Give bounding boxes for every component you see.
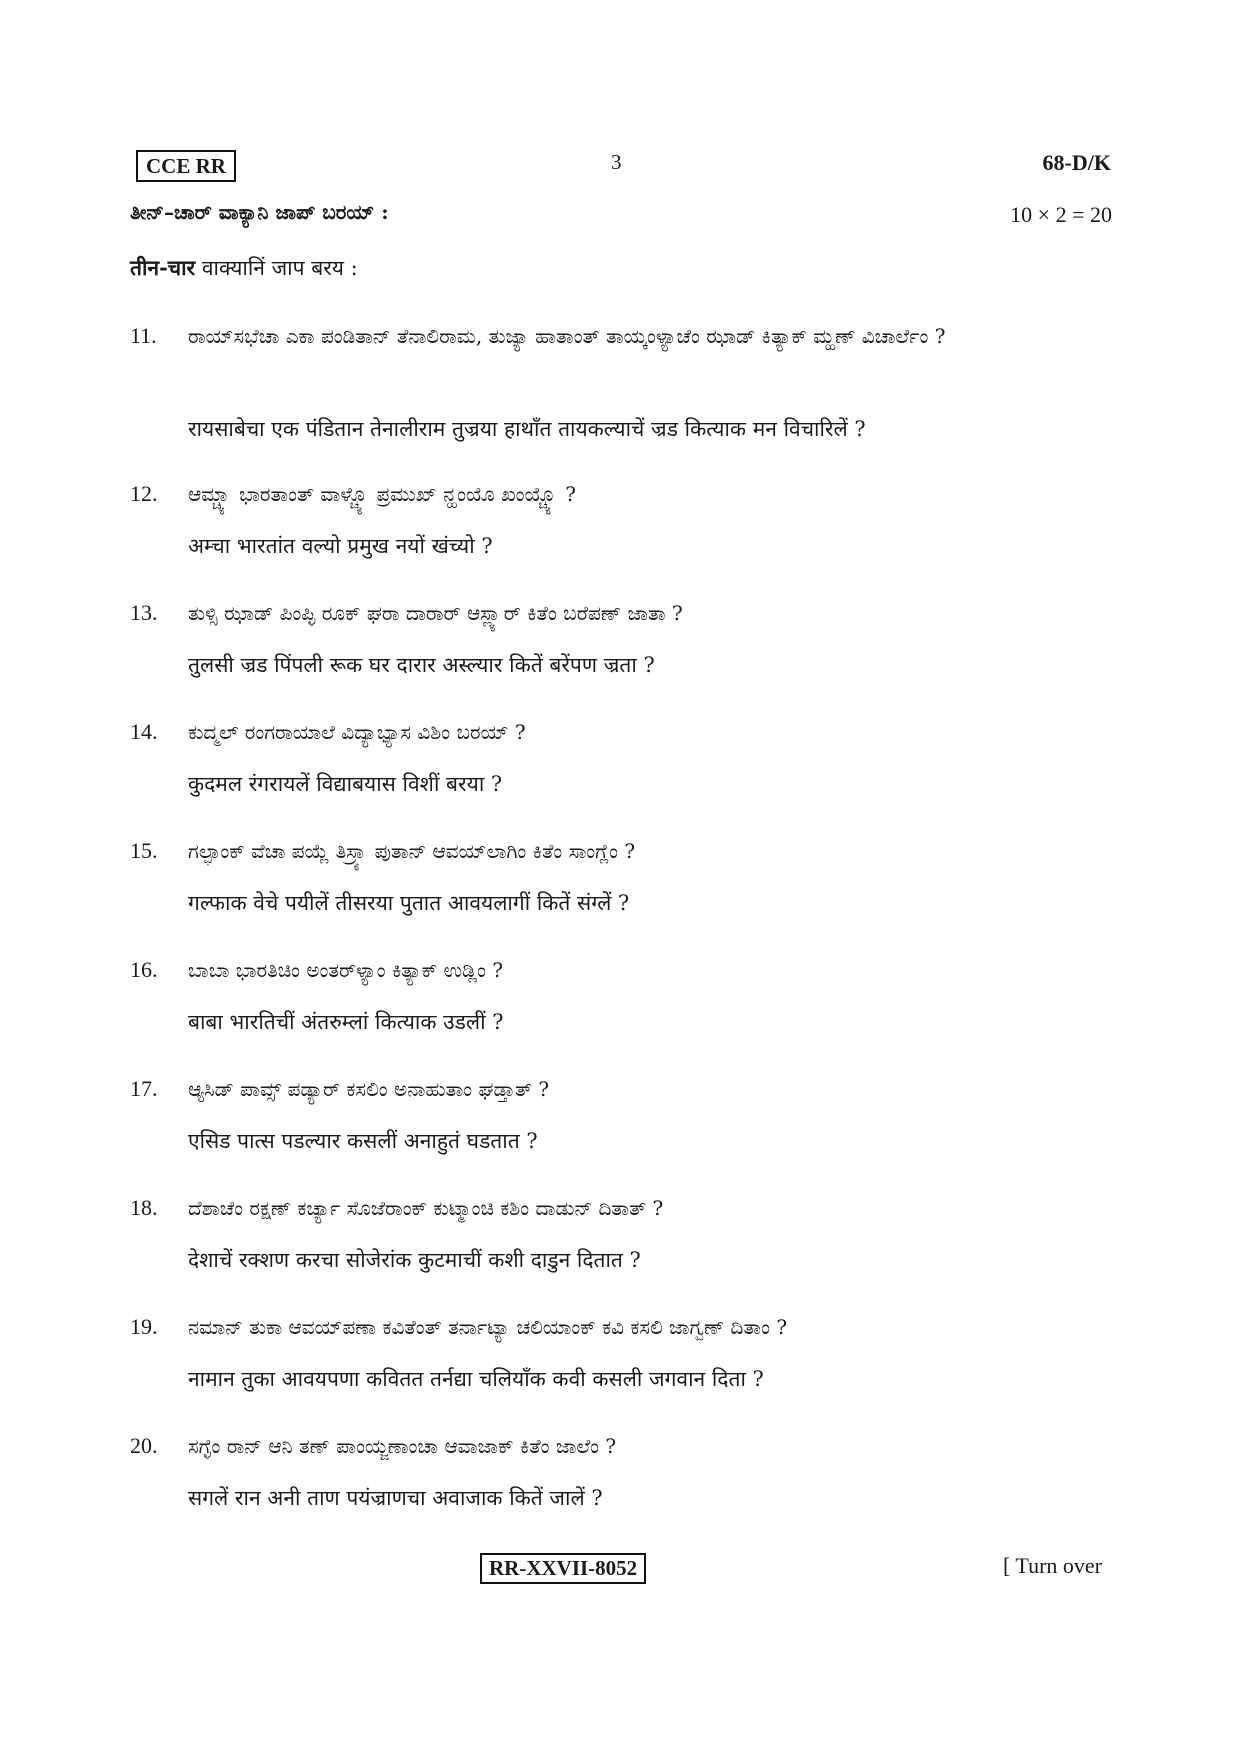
question-number: 14. [130,719,158,744]
question-kannada: ನಮಾನ್ ತುಕಾ ಆವಯ್‌ಪಣಾ ಕವಿತೆಂತ್ ತರ್ನಾಟ್ಯಾ ಚಲಿಯಾಂಕ್ ಕವಿ ಕಸಲಿ ಜಾಗ್ವಣ್ ದಿತಾಂ ? [188,1315,788,1339]
question-kannada: ಆಮ್ಚ್ಯಾ ಭಾರತಾಂತ್ ವಾಳ್ಚ್ಯೊ ಪ್ರಮುಖ್ ನ್ಹಂಯೊ ಖಂಯ್ಚ್ಯೊ ? [188,482,576,506]
question-number: 16. [130,957,158,982]
question-item [130,1309,1120,1428]
question-devanagari: रायसाबेचा एक पंडितान तेनालीराम तुज्रया हाथाँत तायकल्याचें ज्रड कित्याक मन विचारिलें ? [188,417,866,441]
question-kannada: ದೆಶಾಚೆಂ ರಕ್ಷಣ್ ಕರ್ಚ್ಯಾ ಸೊಜೆರಾಂಕ್ ಕುಟ್ಮಾಂಚಿ ಕಶಿಂ ದಾಡುನ್ ದಿತಾತ್ ? [188,1196,664,1220]
question-devanagari: एसिड पात्स पडल्यार कसलीं अनाहुतं घडतात ? [188,1129,538,1153]
question-devanagari: तुलसी ज्रड पिंपली रूक घर दारार अस्ल्यार कितें बरेंपण ज्रता ? [188,653,655,677]
question-item [130,952,1120,1071]
question-number: 13. [130,600,158,625]
paper-code: 68-D/K [1042,150,1111,175]
question-number: 17. [130,1076,158,1101]
exam-tag: CCE RR [136,150,236,182]
page-header [136,150,1111,186]
question-kannada: ಬಾಬಾ ಭಾರತಿಚಿಂ ಅಂತರ್‌ಳ್ಯಾಂ ಕಿತ್ಯಾಕ್ ಉಡ್ಲಿಂ ? [188,958,504,982]
question-item [130,833,1120,952]
question-list [130,318,1120,1547]
question-item [130,1428,1120,1547]
instruction-kannada: ತೀನ್–ಚಾರ್ ವಾಕ್ಯಾನಿ ಜಾಪ್ ಬರಯ್ : [130,200,389,224]
question-number: 19. [130,1314,158,1339]
question-number: 11. [130,323,157,348]
question-kannada: ಗಲ್ಫಾಂಕ್ ವೆಚಾ ಪಯ್ಲೆ ತಿಸ್ರ್ಯಾ ಪುತಾನ್ ಆವಯ್‌ಲಾಗಿಂ ಕಿತೆಂ ಸಾಂಗ್ಲೆಂ ? [188,839,636,863]
question-devanagari: सगलें रान अनी ताण पयंज्राणचा अवाजाक कितें जालें ? [188,1486,603,1510]
question-devanagari: अम्चा भारतांत वल्यो प्रमुख नयों खंच्यो ? [188,534,493,558]
turn-over-note: [ Turn over [1002,1553,1102,1578]
instruction-devanagari-bold: तीन-चार [130,255,196,280]
question-number: 12. [130,481,158,506]
instruction-devanagari [130,254,358,282]
page-footer [0,1553,1238,1589]
question-devanagari: देशाचें रक्शण करचा सोजेरांक कुटमाचीं कशी दाडुन दितात ? [188,1248,641,1272]
question-item [130,318,1120,476]
question-item [130,714,1120,833]
footer-code: RR-XXVII-8052 [480,1553,646,1584]
question-item [130,1071,1120,1190]
question-devanagari: नामान तुका आवयपणा कवितत तर्नद्या चलियाँक कवी कसली जगवान दिता ? [188,1367,764,1391]
page-number: 3 [611,150,622,174]
question-item [130,476,1120,595]
question-item [130,595,1120,714]
question-devanagari: कुदमल रंगरायलें विद्याबयास विशीं बरया ? [188,772,503,796]
question-item [130,1190,1120,1309]
question-kannada: ರಾಯ್‌ಸಭೆಚಾ ಎಕಾ ಪಂಡಿತಾನ್ ತೆನಾಲಿರಾಮ, ತುಜ್ಯಾ ಹಾತಾಂತ್ ತಾಯ್ಕಂಳ್ಯಾಚೆಂ ಝಾಡ್ ಕಿತ್ಯಾಕ್ ಮ್ಹಣ್ ವಿಚಾರ್ಲೆಂ ? [188,324,946,348]
question-devanagari: गल्फाक वेचे पयीलें तीसरया पुतात आवयलागीं कितें संग्लें ? [188,891,630,915]
question-number: 18. [130,1195,158,1220]
question-kannada: ಆ್ಯಸಿಡ್ ಪಾವ್ಸ್ ಪಡ್ಯಾರ್ ಕಸಲಿಂ ಅನಾಹುತಾಂ ಘಡ್ತಾತ್ ? [188,1077,550,1101]
question-devanagari: बाबा भारतिचीं अंतरुम्लां कित्याक उडलीं ? [188,1010,504,1034]
question-kannada: ಸಗ್ಳೆಂ ರಾನ್ ಆನಿ ತಣ್ ಪಾಂಯ್ಜಣಾಂಚಾ ಆವಾಜಾಕ್ ಕಿತೆಂ ಜಾಲೆಂ ? [188,1434,617,1458]
question-number: 15. [130,838,158,863]
question-number: 20. [130,1433,158,1458]
instruction-devanagari-text: वाक्यानिं जाप बरय : [201,256,358,280]
question-kannada: ತುಳ್ಸಿ ಝಾಡ್ ಪಿಂಪ್ಳಿ ರೂಕ್ ಘರಾ ದಾರಾರ್ ಆಸ್ಲ್ಯಾರ್ ಕಿತೆಂ ಬರೆಪಣ್ ಜಾತಾ ? [188,601,683,625]
marks-allocation: 10 × 2 = 20 [1010,202,1112,227]
question-kannada: ಕುದ್ಮಲ್ ರಂಗರಾಯಾಲೆ ವಿದ್ಯಾಭ್ಯಾಸ ವಿಶಿಂ ಬರಯ್ ? [188,720,526,744]
